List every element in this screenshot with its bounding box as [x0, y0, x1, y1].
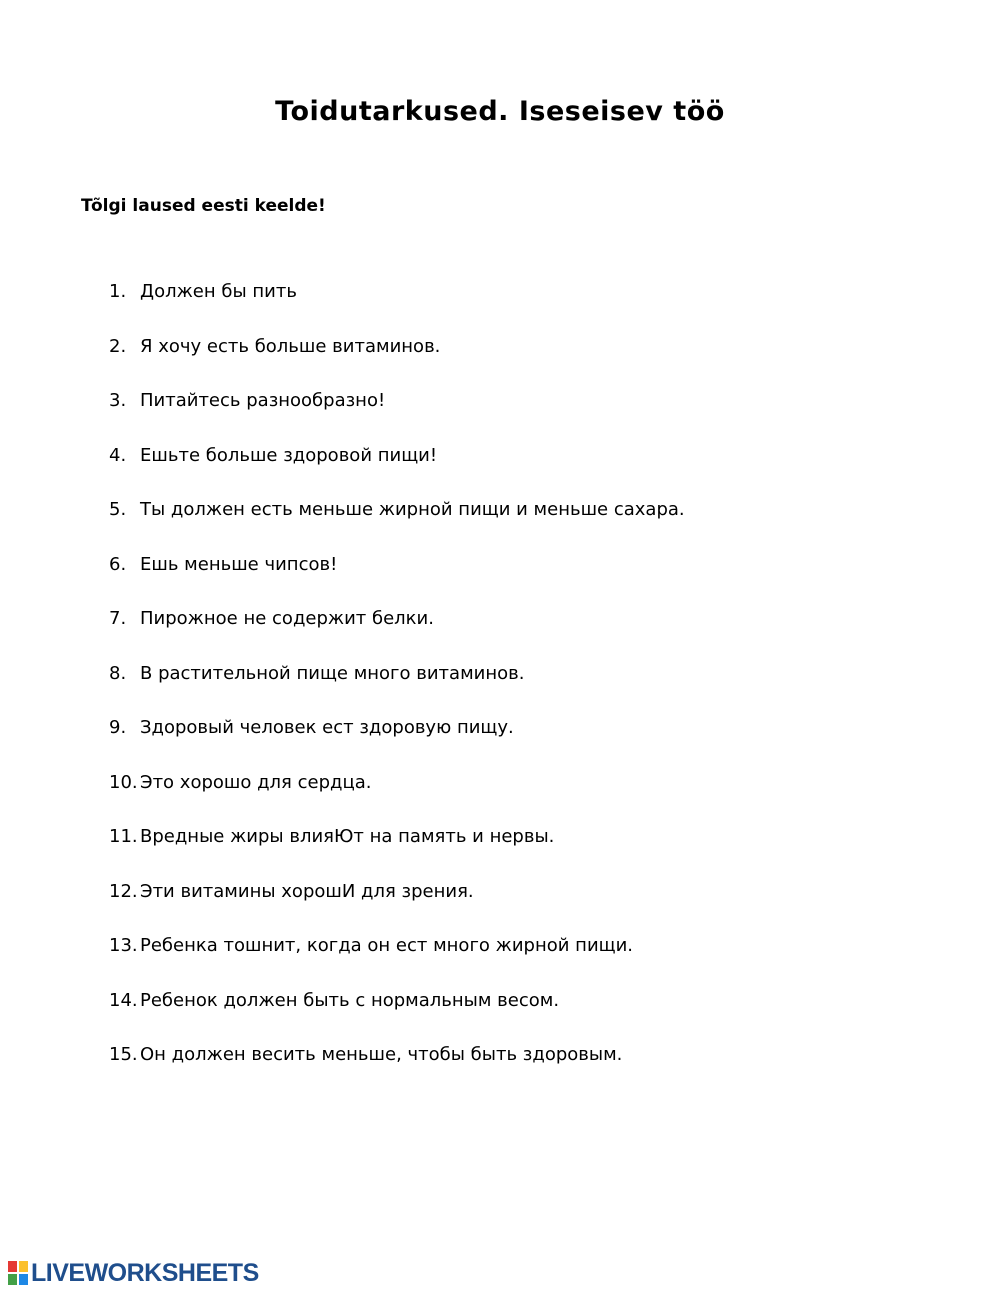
- sentence-text: Ешь меньше чипсов!: [140, 553, 338, 575]
- list-item: [109, 661, 685, 716]
- sentence-text: Он должен весить меньше, чтобы быть здоровым.: [140, 1044, 623, 1065]
- sentence-text: В растительной пище много витаминов.: [140, 662, 525, 684]
- list-item: [109, 497, 685, 552]
- item-number: 2.: [109, 335, 127, 357]
- sentence-text: Вредные жиры влияЮт на память и нервы.: [140, 826, 555, 847]
- logo-text: LIVEWORKSHEETS: [31, 1258, 259, 1287]
- sentence-text: Ребенок должен быть с нормальным весом.: [140, 989, 560, 1011]
- liveworksheets-logo-icon: [8, 1261, 28, 1285]
- item-number: 10.: [109, 771, 138, 793]
- list-item: [109, 334, 685, 389]
- item-number: 9.: [109, 717, 127, 738]
- sentence-text: Должен бы пить: [140, 281, 297, 302]
- sentence-text: Ты должен есть меньше жирной пищи и меньше сахара.: [140, 499, 685, 520]
- item-number: 14.: [109, 989, 138, 1011]
- logo-block-red: [8, 1261, 17, 1272]
- sentence-text: Пирожное не содержит белки.: [140, 608, 434, 629]
- item-number: 11.: [109, 826, 138, 847]
- list-item: [109, 552, 685, 607]
- logo-block-yellow: [19, 1261, 28, 1272]
- list-item: [109, 933, 685, 988]
- sentence-text: Питайтесь разнообразно!: [140, 390, 386, 411]
- liveworksheets-logo[interactable]: [8, 1258, 259, 1288]
- sentence-text: Эти витамины хорошИ для зрения.: [140, 880, 474, 902]
- sentence-text: Ребенка тошнит, когда он ест много жирной пищи.: [140, 935, 634, 956]
- item-number: 15.: [109, 1044, 138, 1065]
- list-item: [109, 988, 685, 1043]
- sentence-text: Ешьте больше здоровой пищи!: [140, 444, 438, 466]
- sentence-text: Я хочу есть больше витаминов.: [140, 335, 441, 357]
- item-number: 13.: [109, 935, 138, 956]
- list-item: [109, 388, 685, 443]
- item-number: 5.: [109, 499, 127, 520]
- item-number: 3.: [109, 390, 127, 411]
- sentence-text: Это хорошо для сердца.: [140, 771, 372, 793]
- list-item: [109, 824, 685, 879]
- logo-block-blue: [19, 1274, 28, 1285]
- item-number: 6.: [109, 553, 127, 575]
- sentence-text: Здоровый человек ест здоровую пищу.: [140, 717, 514, 738]
- list-item: [109, 606, 685, 661]
- list-item: [109, 715, 685, 770]
- item-number: 8.: [109, 662, 127, 684]
- list-item: [109, 279, 685, 334]
- item-number: 1.: [109, 281, 127, 302]
- list-item: [109, 443, 685, 498]
- sentence-list: [109, 279, 685, 1097]
- item-number: 7.: [109, 608, 127, 629]
- page-title: Toidutarkused. Iseseisev töö: [275, 96, 725, 127]
- list-item: [109, 770, 685, 825]
- item-number: 4.: [109, 444, 127, 466]
- item-number: 12.: [109, 880, 138, 902]
- list-item: [109, 879, 685, 934]
- logo-block-green: [8, 1274, 17, 1285]
- instruction-text: Tõlgi laused eesti keelde!: [81, 196, 326, 216]
- list-item: [109, 1042, 685, 1097]
